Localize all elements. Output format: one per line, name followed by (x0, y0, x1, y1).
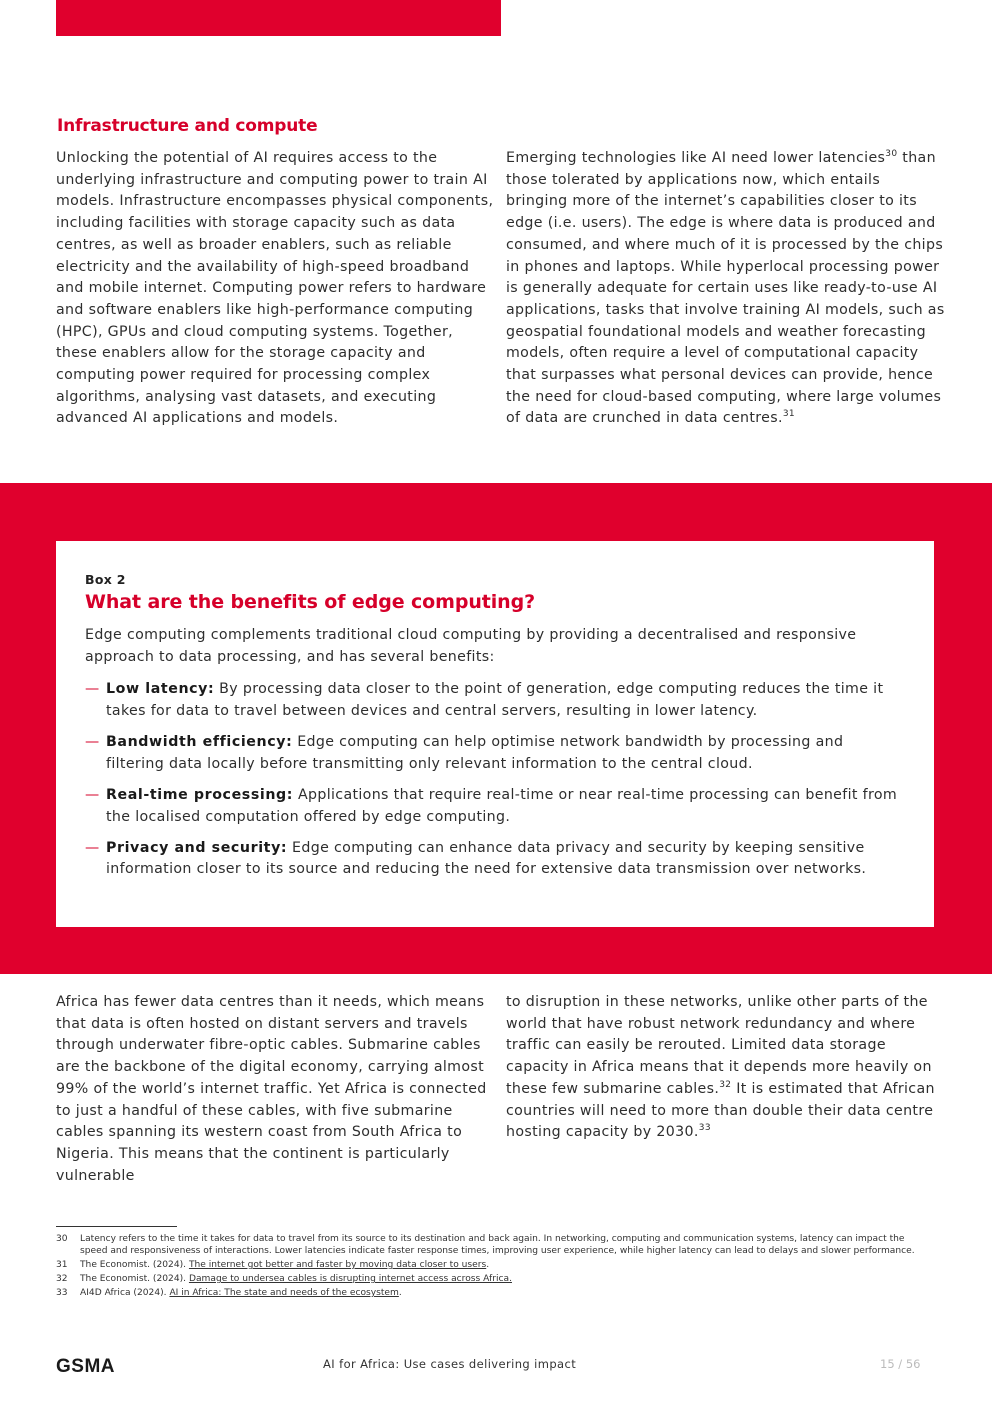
footnote-ref-30[interactable]: 30 (885, 149, 898, 159)
dash-bullet-icon: — (85, 839, 100, 856)
dash-bullet-icon: — (85, 786, 100, 803)
list-item (85, 785, 905, 828)
footnote-link[interactable]: Damage to undersea cables is disrupting internet access across Africa. (188, 1274, 512, 1284)
bullet-term: Privacy and security: (106, 839, 288, 856)
footnote-text: The Economist. (2024). (80, 1274, 189, 1284)
intro-left-paragraph: Unlocking the potential of AI requires access to the underlying infrastructure and computing power to train AI models. Infrastructure encompasses physical components, including facilities with storage capacity such as data centres, as well as broader enablers, such as reliable electricity and the availability of high-speed broadband and mobile internet. Computing power refers to hardware and software enablers like high-performance computing (HPC), GPUs and cloud computing systems. Together, these enablers allow for the storage capacity and computing power required for processing complex algorithms, analysing vast datasets, and executing advanced AI applications and models. (56, 150, 494, 427)
bullet-term: Real-time processing: (106, 786, 294, 803)
footnote-ref-33[interactable]: 33 (698, 1123, 711, 1134)
bullet-text: Edge computing can enhance data privacy and security by keeping sensitive information closer to its source and reducing the need for extensive data transmission over networks. (106, 839, 867, 878)
footnote-ref-32[interactable]: 32 (719, 1079, 732, 1090)
page-number: 15 / 56 (880, 1357, 921, 1371)
footnote-link[interactable]: The internet got better and faster by moving data closer to users (188, 1260, 487, 1270)
footnote-suffix: . (486, 1260, 490, 1270)
intro-left-column (56, 148, 496, 430)
footnote-number: 33 (56, 1288, 68, 1298)
box-title: What are the benefits of edge computing? (85, 591, 535, 613)
footnote-number: 31 (56, 1260, 68, 1270)
list-item (85, 679, 905, 722)
box-intro: Edge computing complements traditional cloud computing by providing a decentralised and responsive approach to data processing, and has several benefits: (85, 627, 857, 665)
dash-bullet-icon: — (85, 681, 100, 697)
footnotes (56, 1233, 926, 1301)
dash-bullet-icon: — (85, 733, 100, 750)
footer-document-title: AI for Africa: Use cases delivering impact (323, 1357, 577, 1371)
footnote-text: The Economist. (2024). (80, 1260, 189, 1270)
footnote-ref-31[interactable]: 31 (782, 409, 796, 420)
footnote-number: 30 (56, 1234, 68, 1244)
footnote-text: Latency refers to the time it takes for data to travel from its source to its destination and back again. In networking, computing and communication systems, latency can impact the speed and responsiveness of interactions. Lower latencies indicate faster response times, improving user experience, while higher latency can lead to delays and slower performance. (80, 1234, 915, 1256)
bullet-text: By processing data closer to the point of generation, edge computing reduces the time it takes for data to travel between devices and central servers, resulting in lower latency. (106, 681, 884, 719)
bullet-text: Edge computing can help optimise network bandwidth by processing and filtering data locally before transmitting only relevant information to the central cloud. (106, 733, 844, 772)
footnote-33 (56, 1287, 926, 1299)
footnote-31 (56, 1259, 926, 1271)
intro-right-text-1: Emerging technologies like AI need lower latencies (506, 150, 886, 166)
lower-left-column (56, 992, 496, 1187)
footnote-link[interactable]: AI in Africa: The state and needs of the ecosystem (169, 1288, 399, 1298)
edge-computing-box (56, 541, 934, 927)
lower-right-text-2: It is estimated that African countries will need to more than double their data centre hosting capacity by 2030. (506, 1080, 935, 1141)
lower-right-text-1: to disruption in these networks, unlike other parts of the world that have robust network redundancy and where traffic can easily be rerouted. Limited data storage capacity in Africa means that it depends more heavily on these few submarine cables. (506, 994, 932, 1097)
section-title: Infrastructure and compute (57, 116, 318, 136)
lower-right-paragraph (506, 992, 946, 1144)
box-label: Box 2 (85, 572, 126, 587)
bullet-term: Low latency: (106, 681, 215, 697)
footnote-suffix: . (398, 1288, 402, 1298)
top-accent-bar (56, 0, 501, 36)
list-item (85, 838, 905, 881)
list-item (85, 732, 905, 775)
bullet-text: Applications that require real-time or near real-time processing can benefit from the localised computation offered by edge computing. (106, 786, 898, 825)
footnote-divider (56, 1226, 177, 1227)
benefits-list (85, 679, 905, 891)
footnote-32 (56, 1273, 926, 1285)
intro-right-paragraph (506, 148, 946, 430)
intro-right-column (506, 148, 946, 430)
gsma-logo[interactable]: GSMA (56, 1356, 115, 1377)
footnote-text: AI4D Africa (2024). (80, 1288, 170, 1298)
bullet-term: Bandwidth efficiency: (106, 733, 293, 750)
footnote-number: 32 (56, 1274, 68, 1284)
footnote-30 (56, 1233, 926, 1257)
intro-right-text-2: than those tolerated by applications now, which entails bringing more of the internet’s capabilities closer to its edge (i.e. users). The edge is where data is produced and consumed, and where much of it is processed by the chips in phones and laptops. While hyperlocal processing power is generally adequate for certain uses like ready-to-use AI applications, tasks that involve training AI models, such as geospatial foundational models and weather forecasting models, often require a level of computational capacity that surpasses what personal devices can provide, hence the need for cloud-based computing, where large volumes of data are crunched in data centres. (506, 150, 945, 427)
lower-right-column (506, 992, 946, 1144)
lower-left-paragraph: Africa has fewer data centres than it needs, which means that data is often hosted on distant servers and travels through underwater fibre-optic cables. Submarine cables are the backbone of the digital economy, carrying almost 99% of the world’s internet traffic. Yet Africa is connected to just a handful of these cables, with five submarine cables spanning its western coast from South Africa to Nigeria. This means that the continent is particularly vulnerable (56, 994, 487, 1184)
